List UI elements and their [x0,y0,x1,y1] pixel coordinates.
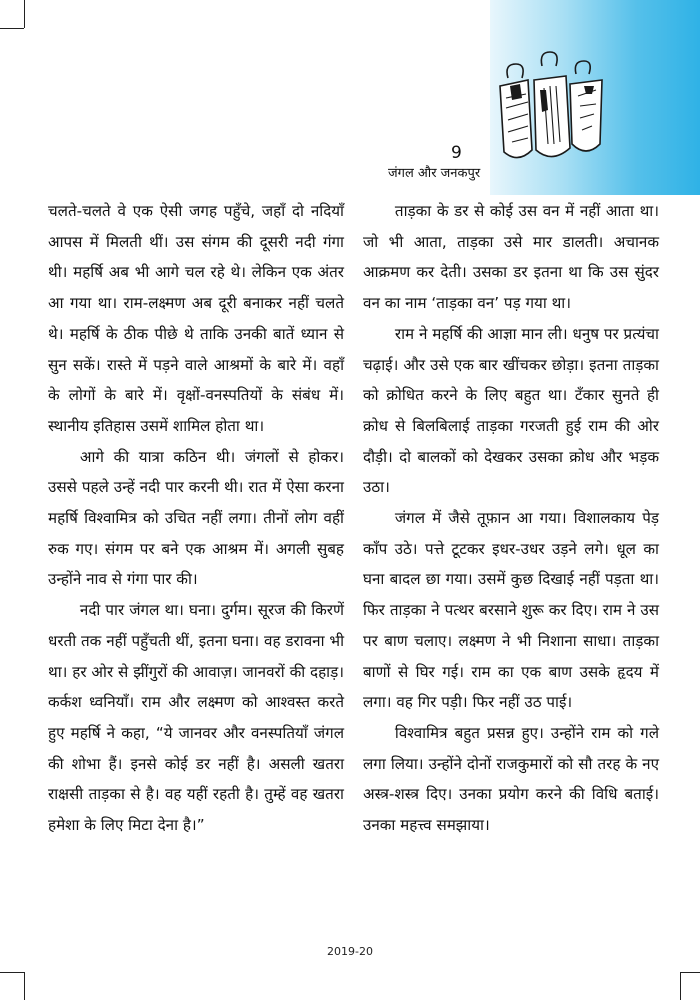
chapter-illustration-icon [490,40,610,190]
paragraph: राम ने महर्षि की आज्ञा मान ली। धनुष पर प्रत्यंचा चढ़ाई। और उसे एक बार खींचकर छोड़ा। इतना ताड़का को क्रोधित करने के लिए बहुत था। टँकार सुनते ही क्रोध से बिलबिलाई ताड़का गरजती हुई राम की ओर दौड़ी। दो बालकों को देखकर उसका क्रोध और भड़क उठा। [363,324,659,497]
paragraph: ताड़का के डर से कोई उस वन में नहीं आता था। जो भी आता, ताड़का उसे मार डालती। अचानक आक्रमण कर देती। उसका डर इतना था कि उस सुंदर वन का नाम ‘ताड़का वन’ पड़ गया था। [363,202,659,313]
crop-mark-bottom-right-h [680,972,700,973]
crop-mark-bottom-left [24,972,25,1000]
paragraph: जंगल में जैसे तूफ़ान आ गया। विशालकाय पेड़ काँप उठे। पत्ते टूटकर इधर-उधर उड़ने लगे। धूल का घना बादल छा गया। उसमें कुछ दिखाई नहीं पड़ता था। फिर ताड़का ने पत्थर बरसाने शुरू कर दिए। राम ने उस पर बाण चलाए। लक्ष्मण ने भी निशाना साधा। ताड़का बाणों से घिर गई। राम का एक बाण उसके हृदय में लगा। वह गिर पड़ी। फिर नहीं उठ पाई। [363,509,659,712]
left-column [48,196,344,841]
chapter-title: जंगल और जनकपुर [388,166,481,181]
crop-mark-bottom-right [680,972,681,1000]
paragraph: आगे की यात्रा कठिन थी। जंगलों से होकर। उससे पहले उन्हें नदी पार करनी थी। रात में ऐसा करना महर्षि विश्वामित्र को उचित नहीं लगा। तीनों लोग वहीं रुक गए। संगम पर बने एक आश्रम में। अगली सुबह उन्होंने नाव से गंगा पार की। [48,447,344,589]
crop-mark-top-left-h [0,28,24,29]
paragraph: नदी पार जंगल था। घना। दुर्गम। सूरज की किरणें धरती तक नहीं पहुँचती थीं, इतना घना। वह डरावना भी था। हर ओर से झींगुरों की आवाज़। जानवरों की दहाड़। कर्कश ध्वनियाँ। राम और लक्ष्मण को आश्वस्त करते हुए महर्षि ने कहा, “ये जानवर और वनस्पतियाँ जंगल की शोभा हैं। इनसे कोई डर नहीं है। असली खतरा राक्षसी ताड़का से है। वह यहीं रहती है। तुम्हें वह खतरा हमेशा के लिए मिटा देना है।” [48,601,344,835]
page-number: 9 [451,143,462,163]
paragraph: विश्वामित्र बहुत प्रसन्न हुए। उन्होंने राम को गले लगा लिया। उन्होंने दोनों राजकुमारों को सौ तरह के नए अस्त्र-शस्त्र दिए। उनका प्रयोग करने की विधि बताई। उनका महत्त्व समझाया। [363,723,659,835]
crop-mark-top-left [24,0,25,28]
footer-year: 2019-20 [327,945,373,958]
right-column [363,196,659,841]
crop-mark-bottom-left-h [0,972,24,973]
paragraph: चलते-चलते वे एक ऐसी जगह पहुँचे, जहाँ दो नदियाँ आपस में मिलती थीं। उस संगम की दूसरी नदी गंगा थी। महर्षि अब भी आगे चल रहे थे। लेकिन एक अंतर आ गया था। राम-लक्ष्मण अब दूरी बनाकर नहीं चलते थे। महर्षि के ठीक पीछे थे ताकि उनकी बातें ध्यान से सुन सकें। रास्ते में पड़ने वाले आश्रमों के बारे में। वहाँ के लोगों के बारे में। वृक्षों-वनस्पतियों के संबंध में। स्थानीय इतिहास उसमें शामिल होता था। [48,202,344,435]
